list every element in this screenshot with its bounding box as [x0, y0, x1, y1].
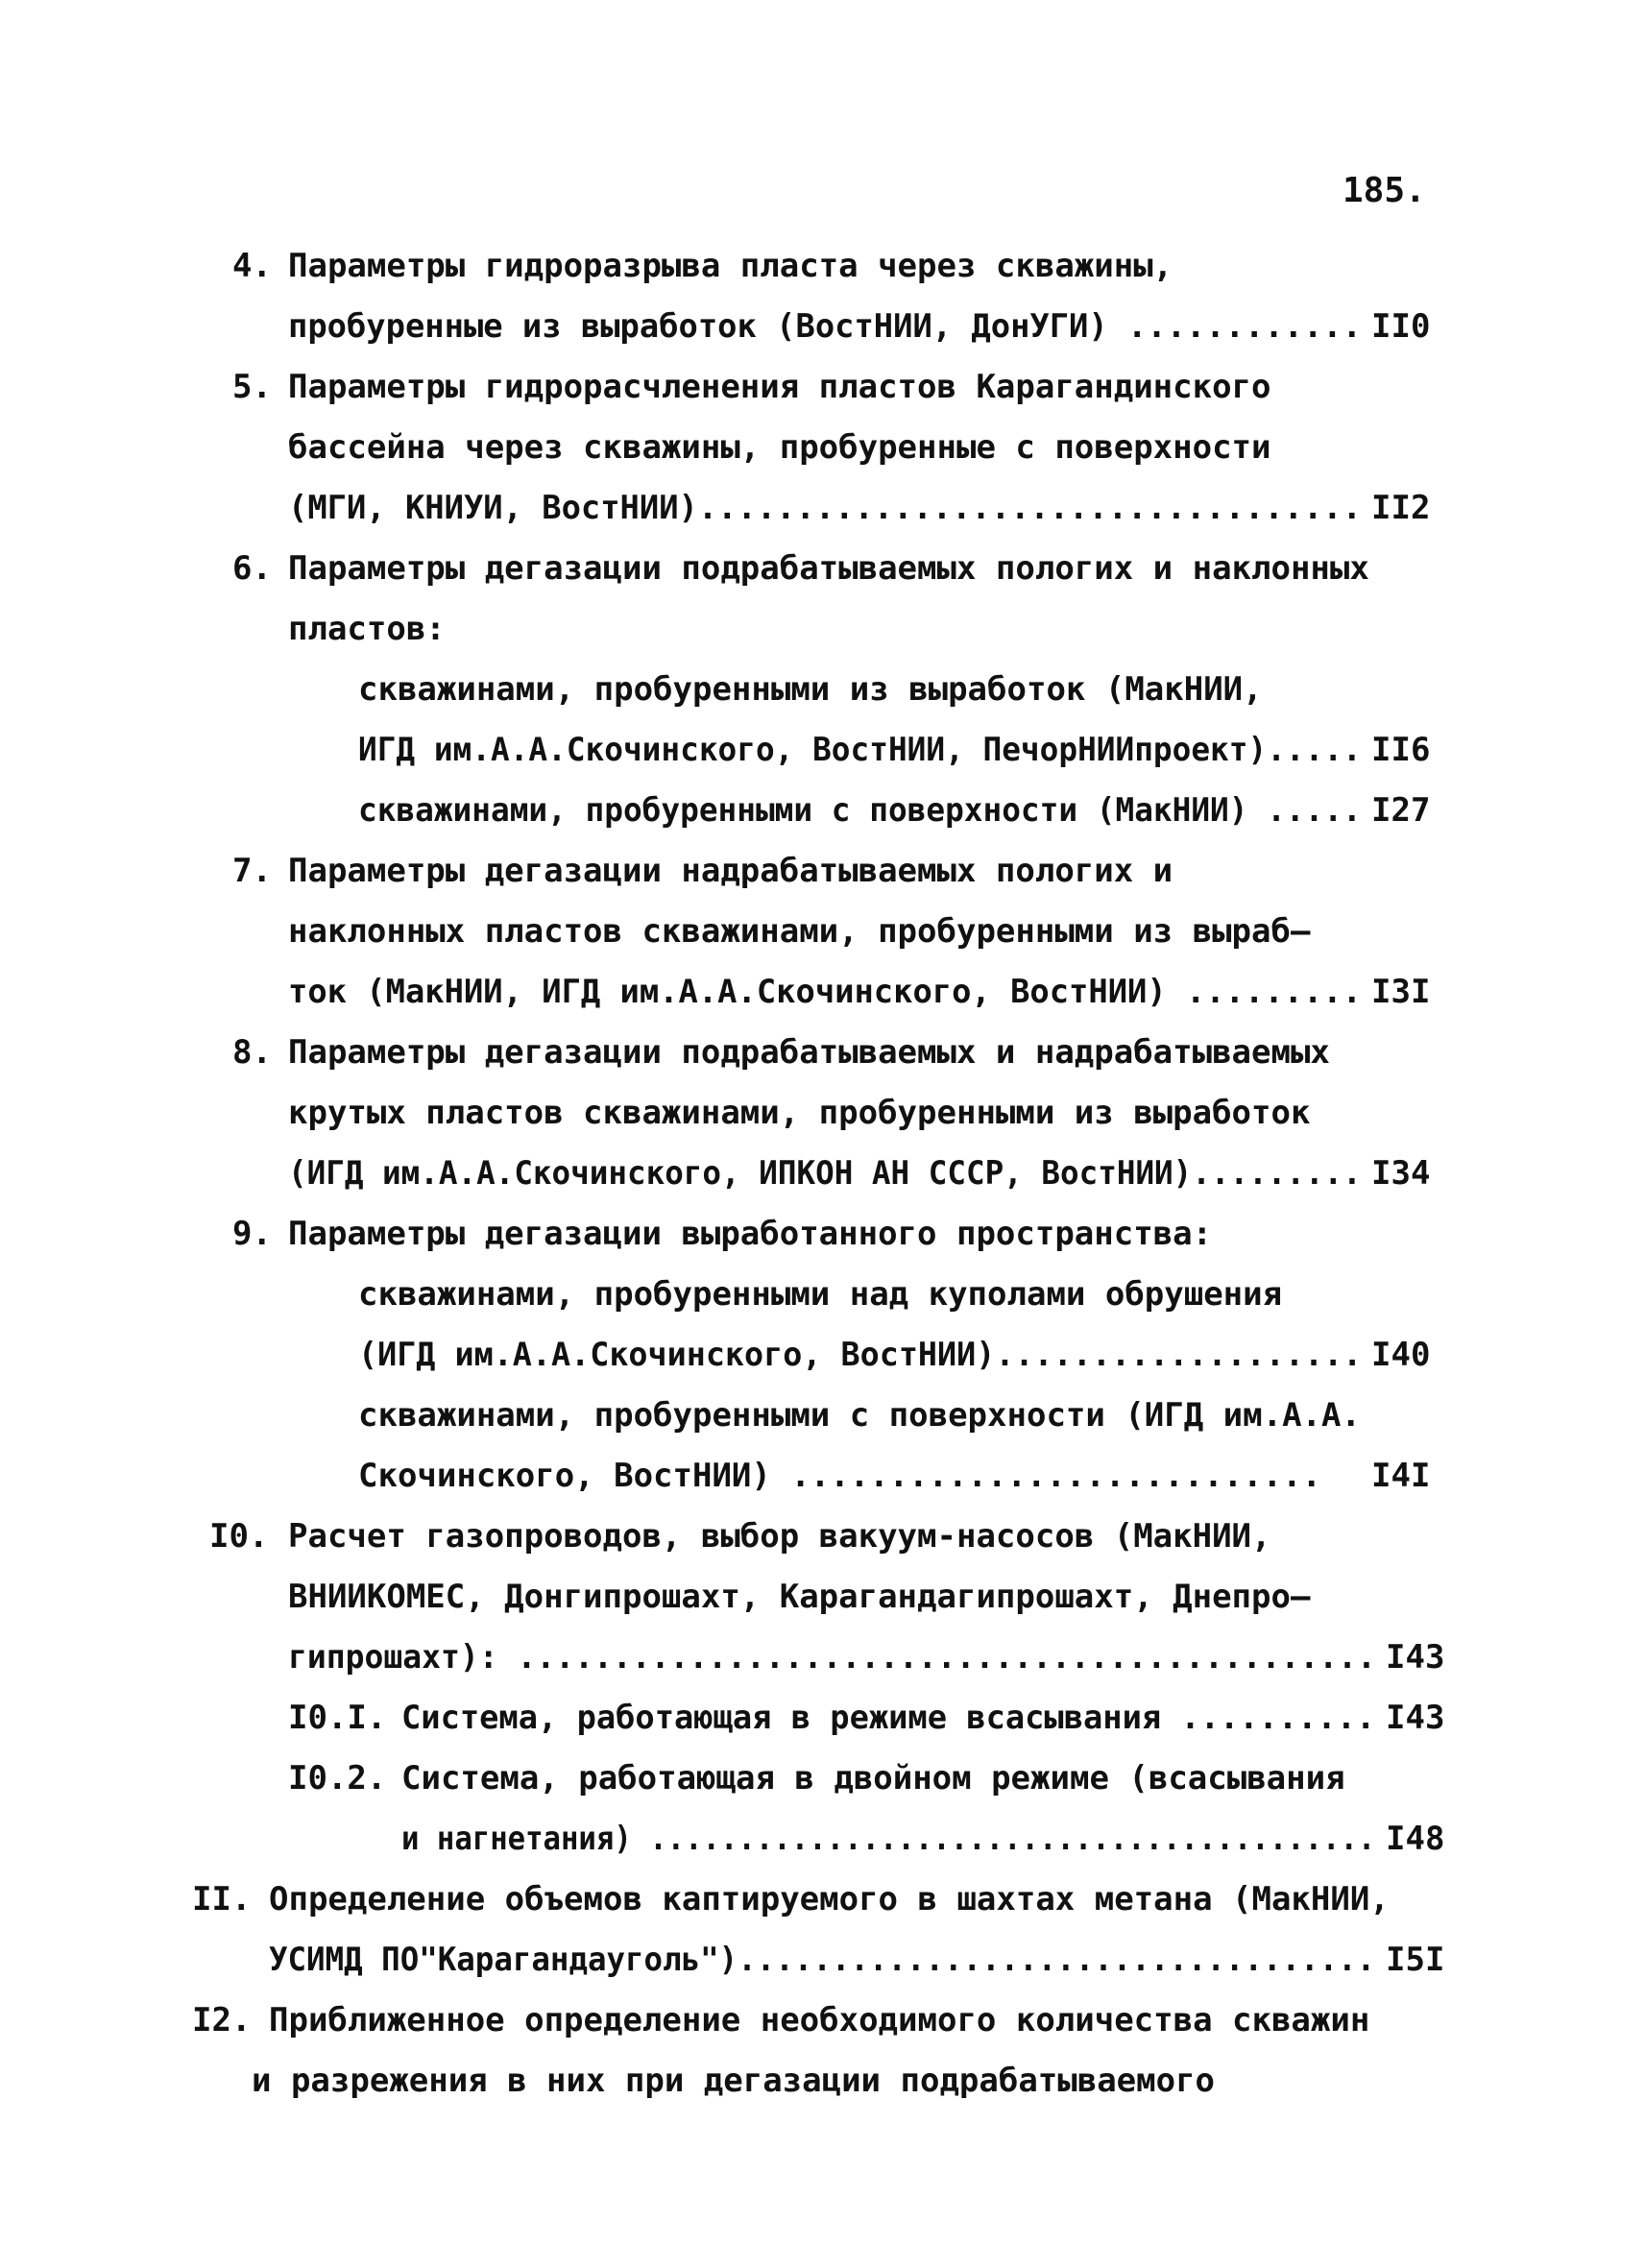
- toc-page-ref: I4I: [1371, 1457, 1431, 1495]
- subitem-number: I0.I.: [288, 1699, 387, 1737]
- toc-line: гипрошахт): .............................................: [288, 1638, 1376, 1677]
- toc-line: Расчет газопроводов, выбор вакуум-насосов (МакНИИ,: [288, 1517, 1271, 1556]
- toc-page-ref: I40: [1371, 1336, 1431, 1374]
- toc-line: (МГИ, КНИУИ, ВостНИИ)..................................: [288, 489, 1362, 527]
- toc-page-ref: I43: [1386, 1638, 1445, 1677]
- toc-page-ref: I48: [1386, 1820, 1445, 1858]
- toc-line: Скочинского, ВостНИИ) ...........................: [358, 1457, 1322, 1495]
- toc-line: скважинами, пробуренными из выработок (МакНИИ,: [358, 670, 1263, 709]
- toc-line: Определение объемов каптируемого в шахтах метана (МакНИИ,: [269, 1880, 1390, 1918]
- toc-page-ref: I34: [1371, 1154, 1431, 1193]
- toc-line: и нагнетания) .........................................: [401, 1820, 1376, 1858]
- toc-line: Параметры гидроразрыва пласта через скважины,: [288, 247, 1173, 285]
- toc-page-ref: I43: [1386, 1699, 1445, 1737]
- toc-line: Параметры гидрорасчленения пластов Карагандинского: [288, 368, 1271, 406]
- item-number: 7.: [232, 852, 272, 890]
- toc-line: скважинами, пробуренными с поверхности (МакНИИ) .....: [358, 791, 1362, 830]
- toc-page-ref: I27: [1371, 791, 1431, 830]
- toc-line: пластов:: [288, 610, 446, 648]
- toc-line: ВНИИКОМЕС, Донгипрошахт, Карагандагипрошахт, Днепро–: [288, 1578, 1311, 1616]
- item-number: 8.: [232, 1033, 272, 1072]
- toc-line: Система, работающая в двойном режиме (всасывания: [401, 1759, 1345, 1798]
- toc-page-ref: II6: [1371, 731, 1431, 769]
- item-number: 6.: [232, 549, 272, 588]
- item-number: 4.: [232, 247, 272, 285]
- page-number: 185.: [1343, 171, 1426, 210]
- item-number: II.: [192, 1880, 252, 1918]
- toc-line: и разрежения в них при дегазации подрабатываемого: [252, 2062, 1216, 2100]
- toc-line: скважинами, пробуренными над куполами обрушения: [358, 1275, 1283, 1314]
- toc-line: (ИГД им.А.А.Скочинского, ИПКОН АН СССР, ВостНИИ).........: [288, 1154, 1362, 1193]
- toc-line: наклонных пластов скважинами, пробуренными из выраб–: [288, 912, 1311, 951]
- toc-line: Параметры дегазации подрабатываемых пологих и наклонных: [288, 549, 1369, 588]
- item-number: 5.: [232, 368, 272, 406]
- toc-line: УСИМД ПО"Карагандауголь")..................................: [269, 1941, 1376, 1979]
- toc-line: ИГД им.А.А.Скочинского, ВостНИИ, ПечорНИИпроект).....: [358, 731, 1362, 769]
- item-number: 9.: [232, 1215, 272, 1253]
- toc-line: ток (МакНИИ, ИГД им.А.А.Скочинского, ВостНИИ) .........: [288, 973, 1362, 1011]
- toc-line: крутых пластов скважинами, пробуренными из выработок: [288, 1094, 1311, 1132]
- toc-line: Система, работающая в режиме всасывания ..........: [401, 1699, 1376, 1737]
- toc-line: Параметры дегазации надрабатываемых пологих и: [288, 852, 1173, 890]
- toc-line: бассейна через скважины, пробуренные с поверхности: [288, 428, 1271, 467]
- toc-line: Параметры дегазации подрабатываемых и надрабатываемых: [288, 1033, 1330, 1072]
- toc-page-ref: I3I: [1371, 973, 1431, 1011]
- toc-page-ref: I5I: [1386, 1941, 1445, 1979]
- toc-line: Параметры дегазации выработанного пространства:: [288, 1215, 1213, 1253]
- toc-line: Приближенное определение необходимого количества скважин: [269, 2001, 1370, 2039]
- toc-page-ref: II0: [1371, 307, 1431, 346]
- toc-line: скважинами, пробуренными с поверхности (ИГД им.А.А.: [358, 1396, 1361, 1435]
- item-number: I2.: [192, 2001, 252, 2039]
- item-number: I0.: [209, 1517, 269, 1556]
- subitem-number: I0.2.: [288, 1759, 387, 1798]
- toc-line: пробуренные из выработок (ВостНИИ, ДонУГИ) ............: [288, 307, 1362, 346]
- toc-page-ref: II2: [1371, 489, 1431, 527]
- toc-line: (ИГД им.А.А.Скочинского, ВостНИИ)...................: [358, 1336, 1363, 1374]
